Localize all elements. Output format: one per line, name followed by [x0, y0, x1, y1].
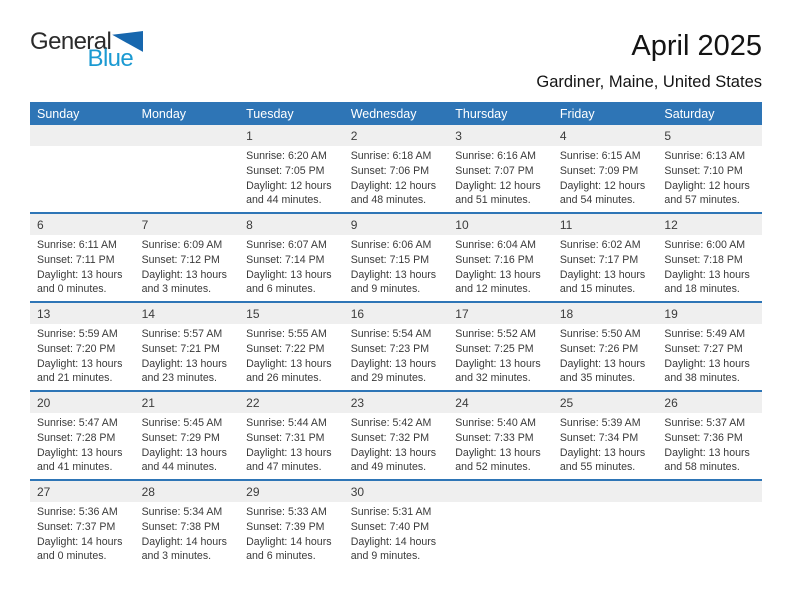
logo-text-general: General: [30, 28, 112, 55]
day-detail-line: Sunset: 7:25 PM: [455, 342, 534, 355]
day-detail-line: Sunrise: 5:55 AM: [246, 328, 327, 340]
day-cell-4: [553, 125, 658, 212]
day-number: [30, 125, 135, 146]
day-details: [239, 146, 344, 208]
week-row: [30, 212, 762, 301]
weekday-header-saturday: Saturday: [664, 106, 715, 121]
day-detail-line: Daylight: 13 hours: [350, 357, 437, 370]
day-number: 3: [455, 129, 462, 143]
general-blue-logo: [30, 30, 143, 71]
day-detail-line: and 29 minutes.: [350, 372, 427, 385]
day-detail-line: and 41 minutes.: [37, 461, 113, 474]
day-details: [448, 324, 553, 386]
day-detail-line: and 12 minutes.: [455, 283, 531, 296]
day-detail-line: Sunrise: 5:31 AM: [350, 506, 432, 518]
day-cell-17: [448, 303, 553, 390]
day-detail-line: Sunrise: 5:50 AM: [559, 328, 641, 340]
day-number: 15: [246, 307, 260, 321]
day-details: [30, 413, 135, 475]
day-cell-19: [657, 303, 762, 390]
day-detail-line: Daylight: 13 hours: [37, 357, 123, 370]
day-detail-line: Sunset: 7:10 PM: [664, 164, 743, 177]
day-number: 22: [246, 396, 260, 410]
day-cell-empty: [448, 481, 553, 568]
day-detail-line: Daylight: 13 hours: [559, 446, 646, 459]
day-number: 26: [664, 396, 678, 410]
day-detail-line: Sunset: 7:06 PM: [350, 164, 430, 177]
day-cell-10: [448, 214, 553, 301]
day-cell-15: [239, 303, 344, 390]
day-cell-14: [135, 303, 240, 390]
day-detail-line: Daylight: 13 hours: [141, 268, 227, 281]
day-detail-line: Sunset: 7:17 PM: [559, 253, 639, 266]
day-details: [344, 502, 449, 564]
day-detail-line: Sunset: 7:34 PM: [559, 431, 639, 444]
day-number: 13: [37, 307, 51, 321]
day-details: [239, 413, 344, 475]
day-detail-line: Sunset: 7:32 PM: [350, 431, 430, 444]
day-detail-line: and 58 minutes.: [664, 461, 740, 474]
day-cell-11: [553, 214, 658, 301]
day-detail-line: Daylight: 14 hours: [37, 535, 123, 548]
day-detail-line: Sunrise: 6:06 AM: [350, 239, 432, 251]
day-cell-20: [30, 392, 135, 479]
week-row: [30, 125, 762, 212]
day-number: 11: [559, 218, 573, 232]
day-detail-line: Sunset: 7:37 PM: [37, 520, 116, 533]
day-detail-line: and 49 minutes.: [350, 461, 427, 474]
day-detail-line: Sunset: 7:15 PM: [350, 253, 430, 266]
day-number: 24: [455, 396, 469, 410]
day-cell-25: [553, 392, 658, 479]
day-number: 18: [559, 307, 574, 321]
day-detail-line: Sunset: 7:33 PM: [455, 431, 534, 444]
day-cell-26: [657, 392, 762, 479]
day-details: [30, 502, 135, 564]
weekday-header-monday: Monday: [141, 106, 187, 121]
day-detail-line: Daylight: 12 hours: [246, 179, 332, 192]
day-number: 27: [37, 485, 51, 499]
day-detail-line: Sunrise: 5:33 AM: [246, 506, 327, 518]
day-detail-line: Sunrise: 5:39 AM: [559, 417, 641, 429]
day-details: [239, 235, 344, 297]
day-detail-line: Sunset: 7:36 PM: [664, 431, 743, 444]
day-detail-line: Sunrise: 6:07 AM: [246, 239, 327, 251]
day-detail-line: Sunrise: 5:52 AM: [455, 328, 536, 340]
day-cell-6: [30, 214, 135, 301]
day-detail-line: Daylight: 13 hours: [664, 357, 750, 370]
day-detail-line: and 51 minutes.: [455, 194, 531, 207]
day-cell-22: [239, 392, 344, 479]
day-detail-line: and 32 minutes.: [455, 372, 531, 385]
day-detail-line: Sunset: 7:07 PM: [455, 164, 534, 177]
day-detail-line: Sunrise: 5:44 AM: [246, 417, 327, 429]
day-detail-line: and 44 minutes.: [141, 461, 217, 474]
weekday-header-tuesday: Tuesday: [246, 106, 294, 121]
day-detail-line: Daylight: 14 hours: [141, 535, 227, 548]
day-details: [657, 413, 762, 475]
day-details: [30, 235, 135, 297]
day-detail-line: Sunrise: 6:20 AM: [246, 150, 327, 162]
day-details: [448, 413, 553, 475]
day-detail-line: and 9 minutes.: [350, 283, 421, 296]
day-detail-line: Sunrise: 5:37 AM: [664, 417, 746, 429]
logo-text-blue: Blue: [87, 45, 134, 72]
day-number: 8: [246, 218, 253, 232]
day-detail-line: and 38 minutes.: [664, 372, 740, 385]
day-number: 1: [246, 129, 253, 143]
day-details: [135, 502, 240, 564]
day-details: [448, 235, 553, 297]
day-detail-line: Sunrise: 5:40 AM: [455, 417, 536, 429]
day-detail-line: and 55 minutes.: [559, 461, 636, 474]
day-cell-29: [239, 481, 344, 568]
weekday-header-sunday: Sunday: [37, 106, 80, 121]
day-detail-line: Daylight: 13 hours: [455, 268, 541, 281]
day-cell-18: [553, 303, 658, 390]
day-detail-line: Daylight: 13 hours: [246, 268, 332, 281]
week-row: [30, 301, 762, 390]
day-number: 19: [664, 307, 678, 321]
day-cell-23: [344, 392, 449, 479]
day-number: 29: [246, 485, 260, 499]
day-detail-line: Sunset: 7:09 PM: [559, 164, 639, 177]
day-detail-line: and 9 minutes.: [350, 550, 421, 563]
day-detail-line: Sunrise: 5:36 AM: [37, 506, 118, 518]
page-title: April 2025: [631, 30, 762, 62]
day-number: 17: [455, 307, 469, 321]
day-cell-28: [135, 481, 240, 568]
day-detail-line: and 15 minutes.: [559, 283, 636, 296]
day-detail-line: Daylight: 13 hours: [350, 446, 437, 459]
day-cell-7: [135, 214, 240, 301]
day-detail-line: Sunrise: 5:49 AM: [664, 328, 746, 340]
day-detail-line: Daylight: 14 hours: [350, 535, 437, 548]
day-details: [657, 324, 762, 386]
day-number: 2: [350, 129, 358, 143]
day-detail-line: Sunrise: 5:42 AM: [350, 417, 432, 429]
page-subtitle: Gardiner, Maine, United States: [536, 73, 762, 91]
day-detail-line: and 47 minutes.: [246, 461, 322, 474]
day-detail-line: Daylight: 12 hours: [664, 179, 750, 192]
day-number: 14: [141, 307, 155, 321]
day-detail-line: Sunset: 7:28 PM: [37, 431, 116, 444]
day-detail-line: and 3 minutes.: [141, 283, 212, 296]
day-detail-line: Sunrise: 6:16 AM: [455, 150, 536, 162]
day-number: [448, 481, 553, 502]
day-number: 10: [455, 218, 469, 232]
day-detail-line: and 48 minutes.: [350, 194, 427, 207]
day-detail-line: and 6 minutes.: [246, 283, 316, 296]
day-detail-line: Sunrise: 6:13 AM: [664, 150, 746, 162]
day-cell-empty: [30, 125, 135, 212]
day-detail-line: Sunset: 7:16 PM: [455, 253, 534, 266]
day-number: 5: [664, 129, 672, 143]
day-detail-line: and 57 minutes.: [664, 194, 740, 207]
day-number: 7: [141, 218, 149, 232]
day-cell-21: [135, 392, 240, 479]
day-detail-line: Sunrise: 6:02 AM: [559, 239, 641, 251]
day-details: [239, 502, 344, 564]
day-detail-line: Sunrise: 5:57 AM: [141, 328, 223, 340]
day-number: 4: [559, 129, 567, 143]
day-detail-line: and 44 minutes.: [246, 194, 322, 207]
weekday-header-row: [30, 102, 762, 125]
day-detail-line: Sunset: 7:39 PM: [246, 520, 325, 533]
day-cell-30: [344, 481, 449, 568]
day-number: 28: [141, 485, 155, 499]
title-block: [536, 30, 762, 92]
day-detail-line: Daylight: 13 hours: [559, 357, 646, 370]
day-detail-line: Daylight: 13 hours: [246, 357, 332, 370]
day-details: [553, 146, 658, 208]
day-number: [657, 481, 762, 502]
day-detail-line: and 26 minutes.: [246, 372, 322, 385]
day-cell-5: [657, 125, 762, 212]
day-detail-line: Sunset: 7:23 PM: [350, 342, 430, 355]
day-details: [135, 235, 240, 297]
day-detail-line: Sunset: 7:05 PM: [246, 164, 325, 177]
day-detail-line: and 6 minutes.: [246, 550, 316, 563]
day-cell-3: [448, 125, 553, 212]
day-details: [553, 324, 658, 386]
day-detail-line: Daylight: 13 hours: [455, 446, 541, 459]
day-detail-line: Sunset: 7:31 PM: [246, 431, 325, 444]
calendar-weeks: [30, 125, 762, 568]
day-cell-13: [30, 303, 135, 390]
day-details: [239, 324, 344, 386]
page-header: [0, 0, 792, 92]
day-detail-line: Sunrise: 5:45 AM: [141, 417, 223, 429]
day-details: [553, 413, 658, 475]
day-details: [344, 324, 449, 386]
day-cell-empty: [657, 481, 762, 568]
day-cell-1: [239, 125, 344, 212]
day-detail-line: Sunrise: 6:09 AM: [141, 239, 223, 251]
day-cell-12: [657, 214, 762, 301]
day-number: 30: [350, 485, 365, 499]
day-details: [344, 413, 449, 475]
day-detail-line: Sunset: 7:12 PM: [141, 253, 220, 266]
calendar-grid: [30, 102, 762, 568]
day-detail-line: Sunset: 7:14 PM: [246, 253, 325, 266]
day-number: 12: [664, 218, 678, 232]
day-detail-line: Sunset: 7:26 PM: [559, 342, 639, 355]
day-detail-line: Daylight: 13 hours: [664, 268, 750, 281]
day-detail-line: Sunset: 7:22 PM: [246, 342, 325, 355]
day-detail-line: Sunrise: 5:54 AM: [350, 328, 432, 340]
day-number: 20: [37, 396, 51, 410]
day-detail-line: and 21 minutes.: [37, 372, 113, 385]
day-detail-line: Daylight: 14 hours: [246, 535, 332, 548]
day-details: [657, 235, 762, 297]
day-details: [553, 235, 658, 297]
day-number: 9: [350, 218, 358, 232]
day-detail-line: Sunrise: 6:18 AM: [350, 150, 432, 162]
day-number: 23: [350, 396, 365, 410]
day-cell-27: [30, 481, 135, 568]
day-detail-line: and 23 minutes.: [141, 372, 217, 385]
day-detail-line: Sunrise: 6:04 AM: [455, 239, 536, 251]
day-detail-line: Daylight: 13 hours: [559, 268, 646, 281]
day-cell-empty: [553, 481, 658, 568]
day-details: [657, 146, 762, 208]
day-cell-9: [344, 214, 449, 301]
day-detail-line: Sunset: 7:21 PM: [141, 342, 220, 355]
day-detail-line: Sunset: 7:38 PM: [141, 520, 220, 533]
day-detail-line: Daylight: 13 hours: [246, 446, 332, 459]
day-detail-line: Sunrise: 6:00 AM: [664, 239, 746, 251]
day-detail-line: Sunset: 7:11 PM: [37, 253, 115, 266]
day-detail-line: Daylight: 13 hours: [350, 268, 437, 281]
day-detail-line: Daylight: 13 hours: [141, 357, 227, 370]
day-detail-line: and 18 minutes.: [664, 283, 740, 296]
day-detail-line: Sunrise: 6:15 AM: [559, 150, 641, 162]
day-detail-line: Sunrise: 5:47 AM: [37, 417, 118, 429]
day-detail-line: and 3 minutes.: [141, 550, 212, 563]
day-detail-line: and 54 minutes.: [559, 194, 636, 207]
weekday-header-wednesday: Wednesday: [350, 106, 417, 121]
day-number: 25: [559, 396, 574, 410]
day-detail-line: and 0 minutes.: [37, 550, 107, 563]
day-detail-line: and 52 minutes.: [455, 461, 531, 474]
day-detail-line: and 35 minutes.: [559, 372, 636, 385]
day-cell-empty: [135, 125, 240, 212]
day-detail-line: and 0 minutes.: [37, 283, 107, 296]
day-number: 21: [141, 396, 155, 410]
day-detail-line: Daylight: 12 hours: [350, 179, 437, 192]
week-row: [30, 479, 762, 568]
day-detail-line: Sunset: 7:18 PM: [664, 253, 743, 266]
day-number: 16: [350, 307, 365, 321]
day-cell-8: [239, 214, 344, 301]
day-detail-line: Daylight: 13 hours: [664, 446, 750, 459]
day-detail-line: Sunrise: 6:11 AM: [37, 239, 117, 251]
day-details: [448, 146, 553, 208]
day-detail-line: Sunset: 7:20 PM: [37, 342, 116, 355]
day-detail-line: Sunrise: 5:59 AM: [37, 328, 118, 340]
day-details: [30, 324, 135, 386]
day-number: [135, 125, 240, 146]
day-number: [553, 481, 658, 502]
day-cell-16: [344, 303, 449, 390]
day-detail-line: Sunset: 7:40 PM: [350, 520, 430, 533]
day-detail-line: Daylight: 12 hours: [455, 179, 541, 192]
day-detail-line: Sunset: 7:29 PM: [141, 431, 220, 444]
weekday-header-friday: Friday: [559, 106, 595, 121]
day-detail-line: Daylight: 13 hours: [455, 357, 541, 370]
day-detail-line: Sunrise: 5:34 AM: [141, 506, 223, 518]
day-detail-line: Daylight: 13 hours: [37, 268, 123, 281]
day-details: [344, 146, 449, 208]
weekday-header-thursday: Thursday: [455, 106, 508, 121]
week-row: [30, 390, 762, 479]
day-detail-line: Daylight: 13 hours: [37, 446, 123, 459]
day-number: 6: [37, 218, 44, 232]
day-detail-line: Daylight: 12 hours: [559, 179, 646, 192]
day-cell-2: [344, 125, 449, 212]
day-details: [135, 413, 240, 475]
day-detail-line: Sunset: 7:27 PM: [664, 342, 743, 355]
day-details: [344, 235, 449, 297]
day-detail-line: Daylight: 13 hours: [141, 446, 227, 459]
day-cell-24: [448, 392, 553, 479]
day-details: [135, 324, 240, 386]
